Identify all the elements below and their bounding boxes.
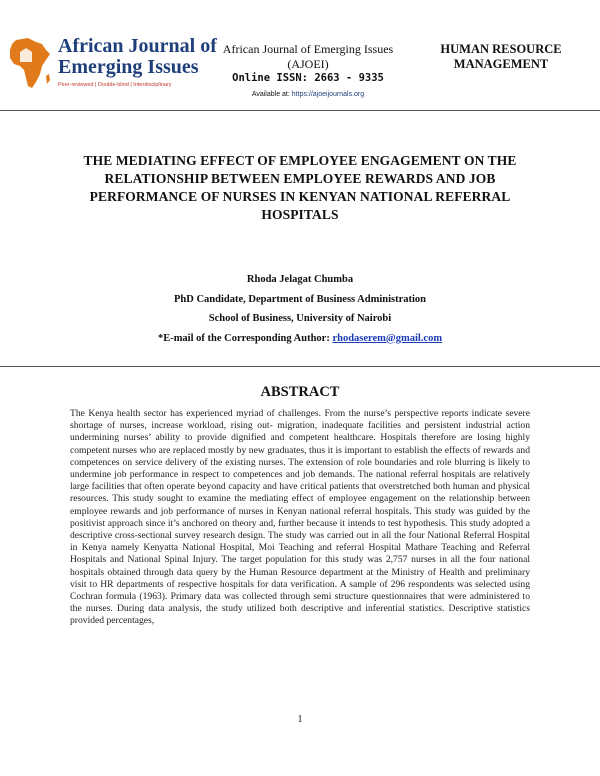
africa-map-icon (8, 36, 52, 92)
page-header (0, 0, 600, 112)
journal-abbr: (AJOEI) (287, 56, 329, 71)
section-label-line1: HUMAN RESOURCE (440, 42, 562, 56)
author-name: Rhoda Jelagat Chumba (246, 274, 354, 285)
logo-title-line1: African Journal of (58, 35, 217, 57)
author-affiliation-school: School of Business, University of Nairobi (208, 313, 392, 324)
logo-tagline: Peer-reviewed | Double-blind | Interdisciplinary (58, 82, 172, 88)
abstract-divider (0, 366, 600, 367)
article-title: THE MEDIATING EFFECT OF EMPLOYEE ENGAGEMENT ON THE RELATIONSHIP BETWEEN EMPLOYEE REWARDS AND JOB PERFORMANCE OF NURSES IN KENYAN NATIONAL REFERRAL HOSPITALS (83, 153, 517, 222)
page-number: 1 (297, 714, 303, 725)
email-link[interactable]: rhodaserem@gmail.com (332, 332, 443, 344)
email-label: *E-mail of the Corresponding Author: (157, 332, 330, 344)
journal-url-link[interactable]: https://ajoeijournals.org (291, 90, 365, 98)
corresponding-email (60, 329, 540, 349)
author-affiliation-department: PhD Candidate, Department of Business Administration (173, 293, 427, 305)
journal-issn: Online ISSN: 2663 - 9335 (232, 72, 384, 84)
journal-name: African Journal of Emerging Issues (222, 42, 394, 56)
header-divider (0, 110, 600, 111)
section-label-line2: MANAGEMENT (453, 57, 549, 71)
logo-title-line2: Emerging Issues (58, 56, 199, 78)
journal-info (208, 42, 408, 102)
abstract-heading: ABSTRACT (260, 384, 340, 400)
author-block (60, 270, 540, 348)
abstract-text: The Kenya health sector has experienced myriad of challenges. From the nurse’s perspective reports indicate severe shortage of nurses, increase workload, rising out- migration, inadequate facilities and persistent industrial action undermining nurses’ ability to provide dignified and competent healthcare. Hospitals therefore are losing highly competent nurses who are replaced mostly by new graduates, thus it is important to establish the effects of rewards and competences on service delivery of the existing nurses. The extension of role boundaries and role blurring is likely to undermine job performance in respect to competences and job demands. The national referral hospitals are relatively large facilities that often operate beyond capacity and have critical patients that overstretched both human and physical resources. This study sought to examine the mediating effect of employee engagement on the relationship between employee rewards and job performance of nurses in Kenyan national referral hospitals. This study was guided by the positivist approach since it’s anchored on theory and, further because it intends to test hypothesis. This study adopted a descriptive cross-sectional survey research design. The study was carried out in all the four National Referral Hospital in Kenya namely Kenyatta National Hospital, Moi Teaching and referral Hospital Mathare Teaching and Referral Hospitals and National Spinal Injury. The target population for this study was 2,757 nurses in all the four national hospitals obtained through data query by the Human Resource department at the Ministry of Health and preliminary visit to HR departments of respective hospitals for data verification. A sample of 296 respondents was selected using Cochran formula (1963). Primary data was collected through semi structure questionnaires that were administered to the nurses. During data analysis, the study utilized both descriptive and inferential statistics. Descriptive statistics provided percentages, (70, 408, 530, 627)
section-label (420, 42, 582, 72)
available-label: Available at: (251, 90, 290, 98)
journal-availability (208, 88, 408, 103)
journal-logo[interactable] (8, 32, 217, 98)
